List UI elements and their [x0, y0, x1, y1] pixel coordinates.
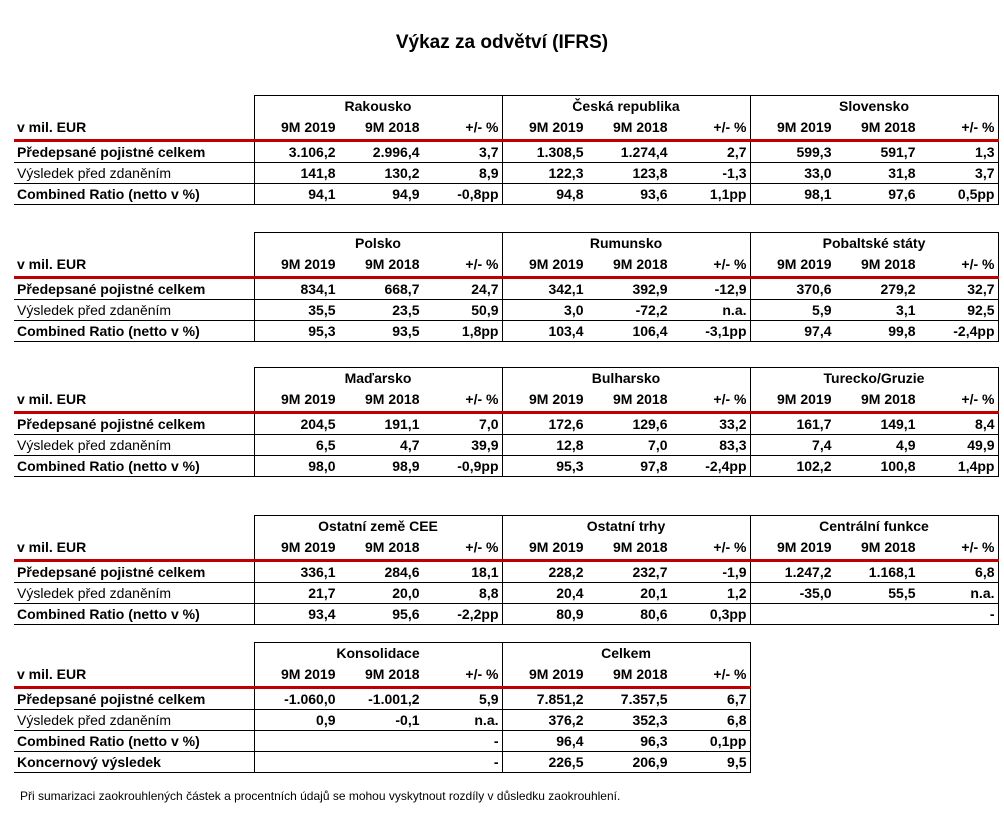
col-header: 9M 2019 [502, 663, 587, 688]
row-label: Combined Ratio (netto v %) [14, 184, 254, 205]
cell: n.a. [671, 300, 751, 321]
cell: 4,9 [835, 435, 919, 456]
row-label: Předepsané pojistné celkem [14, 278, 254, 300]
cell: 39,9 [423, 435, 503, 456]
col-header: 9M 2018 [339, 388, 423, 413]
cell: -1.060,0 [254, 688, 339, 710]
cell: 0,9 [254, 710, 339, 731]
col-header: +/- % [423, 116, 503, 141]
segment-name: Celkem [502, 643, 750, 664]
cell: -1,3 [671, 163, 751, 184]
cell [339, 731, 423, 752]
cell: 98,9 [339, 456, 423, 477]
col-header: +/- % [671, 388, 751, 413]
cell: 33,0 [750, 163, 835, 184]
cell: -1.001,2 [339, 688, 423, 710]
cell: 1.247,2 [750, 561, 835, 583]
cell: 55,5 [835, 583, 919, 604]
cell: 1.168,1 [835, 561, 919, 583]
cell: 7.851,2 [502, 688, 587, 710]
col-header: +/- % [671, 536, 751, 561]
cell: 122,3 [502, 163, 587, 184]
cell: -0,8pp [423, 184, 503, 205]
cell [254, 731, 339, 752]
cell: 668,7 [339, 278, 423, 300]
cell: 94,9 [339, 184, 423, 205]
col-header: 9M 2018 [339, 116, 423, 141]
segment-table-4 [14, 515, 999, 625]
col-header: 9M 2019 [750, 388, 835, 413]
cell: -12,9 [671, 278, 751, 300]
cell: 20,4 [502, 583, 587, 604]
segment-name: Polsko [254, 233, 502, 254]
cell: -3,1pp [671, 321, 751, 342]
col-header: 9M 2018 [339, 536, 423, 561]
cell: - [423, 731, 503, 752]
segment-name: Ostatní země CEE [254, 516, 502, 537]
cell: 2,7 [671, 141, 751, 163]
col-header: 9M 2019 [502, 253, 587, 278]
cell: 129,6 [587, 413, 671, 435]
row-label: Výsledek před zdaněním [14, 710, 254, 731]
col-header: 9M 2018 [835, 388, 919, 413]
cell: 232,7 [587, 561, 671, 583]
col-header: +/- % [671, 663, 751, 688]
cell: 106,4 [587, 321, 671, 342]
cell: 9,5 [671, 752, 751, 773]
cell: 8,9 [423, 163, 503, 184]
footnote: Při sumarizaci zaokrouhlených částek a procentních údajů se mohou vyskytnout rozdíly v důsledku zaokrouhlení. [20, 789, 621, 803]
cell: 2.996,4 [339, 141, 423, 163]
cell: 1.308,5 [502, 141, 587, 163]
col-header: 9M 2019 [254, 663, 339, 688]
cell: 191,1 [339, 413, 423, 435]
cell: 7,0 [587, 435, 671, 456]
segment-name: Rumunsko [502, 233, 750, 254]
row-label: Předepsané pojistné celkem [14, 141, 254, 163]
cell: 32,7 [919, 278, 999, 300]
page-title: Výkaz za odvětví (IFRS) [395, 32, 609, 53]
cell: -0,1 [339, 710, 423, 731]
cell: 20,1 [587, 583, 671, 604]
cell: -2,2pp [423, 604, 503, 625]
cell: 591,7 [835, 141, 919, 163]
col-header: +/- % [671, 116, 751, 141]
cell: 376,2 [502, 710, 587, 731]
cell: 0,5pp [919, 184, 999, 205]
cell: 8,4 [919, 413, 999, 435]
col-header: 9M 2019 [254, 536, 339, 561]
cell: 141,8 [254, 163, 339, 184]
col-header: +/- % [671, 253, 751, 278]
unit-label: v mil. EUR [14, 116, 254, 141]
row-label: Combined Ratio (netto v %) [14, 321, 254, 342]
cell: 93,5 [339, 321, 423, 342]
col-header: +/- % [423, 536, 503, 561]
cell: 1,4pp [919, 456, 999, 477]
cell: 161,7 [750, 413, 835, 435]
cell: 49,9 [919, 435, 999, 456]
cell: 95,3 [502, 456, 587, 477]
col-header: 9M 2018 [339, 663, 423, 688]
cell: 92,5 [919, 300, 999, 321]
col-header: 9M 2019 [254, 253, 339, 278]
cell: 5,9 [750, 300, 835, 321]
unit-label: v mil. EUR [14, 663, 254, 688]
row-label: Výsledek před zdaněním [14, 435, 254, 456]
cell: 8,8 [423, 583, 503, 604]
col-header: 9M 2019 [502, 388, 587, 413]
cell: 3,1 [835, 300, 919, 321]
cell: -2,4pp [919, 321, 999, 342]
segment-name: Konsolidace [254, 643, 502, 664]
cell: 35,5 [254, 300, 339, 321]
cell: 96,3 [587, 731, 671, 752]
col-header: 9M 2019 [254, 388, 339, 413]
cell: 3.106,2 [254, 141, 339, 163]
cell: 5,9 [423, 688, 503, 710]
cell [750, 604, 835, 625]
row-label: Výsledek před zdaněním [14, 583, 254, 604]
cell: 3,7 [919, 163, 999, 184]
cell: 0,3pp [671, 604, 751, 625]
col-header: 9M 2018 [835, 253, 919, 278]
col-header: +/- % [423, 663, 503, 688]
col-header: 9M 2018 [587, 536, 671, 561]
cell: 1,8pp [423, 321, 503, 342]
cell: 1,1pp [671, 184, 751, 205]
cell: 834,1 [254, 278, 339, 300]
row-label: Combined Ratio (netto v %) [14, 456, 254, 477]
cell: 80,6 [587, 604, 671, 625]
row-label: Předepsané pojistné celkem [14, 413, 254, 435]
cell: 123,8 [587, 163, 671, 184]
cell: 6,7 [671, 688, 751, 710]
col-header: +/- % [919, 116, 999, 141]
cell: 24,7 [423, 278, 503, 300]
cell [254, 752, 339, 773]
col-header: +/- % [423, 253, 503, 278]
col-header: +/- % [919, 253, 999, 278]
cell: n.a. [423, 710, 503, 731]
cell: 102,2 [750, 456, 835, 477]
cell: 204,5 [254, 413, 339, 435]
col-header: +/- % [919, 536, 999, 561]
col-header: 9M 2018 [587, 388, 671, 413]
cell: 31,8 [835, 163, 919, 184]
cell: 7,0 [423, 413, 503, 435]
cell: 95,6 [339, 604, 423, 625]
unit-label: v mil. EUR [14, 536, 254, 561]
cell: 599,3 [750, 141, 835, 163]
cell: 0,1pp [671, 731, 751, 752]
cell: 1,2 [671, 583, 751, 604]
cell: 98,1 [750, 184, 835, 205]
cell: 228,2 [502, 561, 587, 583]
cell: 172,6 [502, 413, 587, 435]
col-header: 9M 2019 [750, 253, 835, 278]
cell: 6,8 [919, 561, 999, 583]
cell: 6,5 [254, 435, 339, 456]
cell [339, 752, 423, 773]
col-header: 9M 2019 [750, 116, 835, 141]
cell: 149,1 [835, 413, 919, 435]
cell: 83,3 [671, 435, 751, 456]
segment-table-5 [14, 642, 751, 773]
cell: 94,8 [502, 184, 587, 205]
segment-name: Turecko/Gruzie [750, 368, 998, 389]
col-header: 9M 2018 [339, 253, 423, 278]
segment-table-2 [14, 232, 999, 342]
cell: 284,6 [339, 561, 423, 583]
cell: 3,0 [502, 300, 587, 321]
cell: 93,6 [587, 184, 671, 205]
cell: 93,4 [254, 604, 339, 625]
cell: 50,9 [423, 300, 503, 321]
cell: 7.357,5 [587, 688, 671, 710]
row-label: Předepsané pojistné celkem [14, 688, 254, 710]
cell: 96,4 [502, 731, 587, 752]
unit-label: v mil. EUR [14, 253, 254, 278]
segment-name: Slovensko [750, 96, 998, 117]
row-label: Combined Ratio (netto v %) [14, 604, 254, 625]
col-header: 9M 2019 [502, 536, 587, 561]
cell: 7,4 [750, 435, 835, 456]
col-header: 9M 2019 [750, 536, 835, 561]
cell: - [919, 604, 999, 625]
cell: 33,2 [671, 413, 751, 435]
cell: 23,5 [339, 300, 423, 321]
col-header: +/- % [919, 388, 999, 413]
cell: -2,4pp [671, 456, 751, 477]
col-header: 9M 2018 [835, 536, 919, 561]
cell: 130,2 [339, 163, 423, 184]
cell: 97,8 [587, 456, 671, 477]
cell: 1.274,4 [587, 141, 671, 163]
cell: 97,4 [750, 321, 835, 342]
segment-name: Centrální funkce [750, 516, 998, 537]
cell: 95,3 [254, 321, 339, 342]
cell: 392,9 [587, 278, 671, 300]
cell: 6,8 [671, 710, 751, 731]
segment-name: Bulharsko [502, 368, 750, 389]
segment-name: Česká republika [502, 96, 750, 117]
row-label: Combined Ratio (netto v %) [14, 731, 254, 752]
row-label: Výsledek před zdaněním [14, 163, 254, 184]
cell: n.a. [919, 583, 999, 604]
cell: 1,3 [919, 141, 999, 163]
cell: 94,1 [254, 184, 339, 205]
segment-table-1 [14, 95, 999, 205]
segment-name: Pobaltské státy [750, 233, 998, 254]
cell: -1,9 [671, 561, 751, 583]
segment-name: Ostatní trhy [502, 516, 750, 537]
cell: 370,6 [750, 278, 835, 300]
cell: -0,9pp [423, 456, 503, 477]
col-header: 9M 2018 [587, 116, 671, 141]
cell: 4,7 [339, 435, 423, 456]
cell: 103,4 [502, 321, 587, 342]
cell: -35,0 [750, 583, 835, 604]
cell: - [423, 752, 503, 773]
col-header: 9M 2018 [835, 116, 919, 141]
cell: 99,8 [835, 321, 919, 342]
unit-label: v mil. EUR [14, 388, 254, 413]
cell [835, 604, 919, 625]
cell: 352,3 [587, 710, 671, 731]
cell: 12,8 [502, 435, 587, 456]
segment-name: Rakousko [254, 96, 502, 117]
cell: 342,1 [502, 278, 587, 300]
cell: 3,7 [423, 141, 503, 163]
segment-name: Maďarsko [254, 368, 502, 389]
col-header: +/- % [423, 388, 503, 413]
cell: 206,9 [587, 752, 671, 773]
cell: 80,9 [502, 604, 587, 625]
segment-table-3 [14, 367, 999, 477]
cell: 98,0 [254, 456, 339, 477]
cell: 21,7 [254, 583, 339, 604]
cell: 336,1 [254, 561, 339, 583]
cell: -72,2 [587, 300, 671, 321]
cell: 18,1 [423, 561, 503, 583]
col-header: 9M 2018 [587, 253, 671, 278]
cell: 20,0 [339, 583, 423, 604]
row-label: Předepsané pojistné celkem [14, 561, 254, 583]
col-header: 9M 2018 [587, 663, 671, 688]
cell: 279,2 [835, 278, 919, 300]
cell: 100,8 [835, 456, 919, 477]
cell: 226,5 [502, 752, 587, 773]
col-header: 9M 2019 [502, 116, 587, 141]
row-label: Výsledek před zdaněním [14, 300, 254, 321]
row-label: Koncernový výsledek [14, 752, 254, 773]
cell: 97,6 [835, 184, 919, 205]
col-header: 9M 2019 [254, 116, 339, 141]
